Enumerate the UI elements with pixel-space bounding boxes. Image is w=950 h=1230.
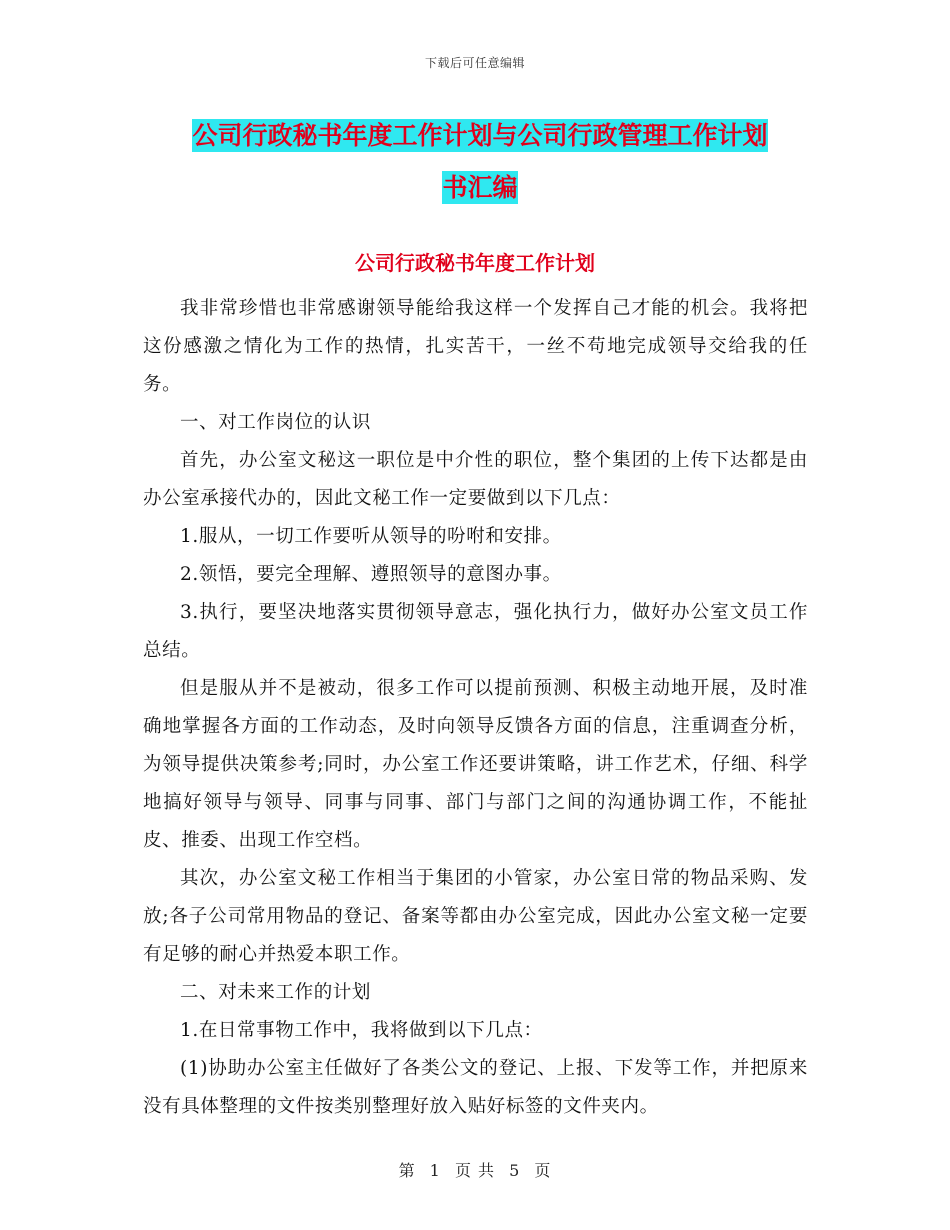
- paragraph: 我非常珍惜也非常感谢领导能给我这样一个发挥自己才能的机会。我将把这份感激之情化为工作的热情，扎实苦干，一丝不苟地完成领导交给我的任务。: [143, 298, 808, 395]
- document-body: [143, 290, 808, 1126]
- section-title: 公司行政秘书年度工作计划: [355, 251, 595, 275]
- paragraph: 1.服从，一切工作要听从领导的吩咐和安排。: [180, 526, 562, 547]
- page-footer: [0, 1158, 950, 1181]
- paragraph: 二、对未来工作的计划: [180, 982, 372, 1003]
- paragraph: 但是服从并不是被动，很多工作可以提前预测、积极主动地开展，及时准确地掌握各方面的工作动态，及时向领导反馈各方面的信息，注重调查分析，为领导提供决策参考;同时，办公室工作还要讲策略，讲工作艺术，仔细、科学地搞好领导与领导、同事与同事、部门与部门之间的沟通协调工作，不能扯皮、推委、出现工作空档。: [143, 678, 808, 851]
- page-header-note: 下载后可任意编辑: [424, 56, 525, 70]
- document-title-line-2: 书汇编: [442, 173, 518, 202]
- page-label-suffix: 页: [534, 1161, 552, 1180]
- paragraph: 一、对工作岗位的认识: [180, 412, 372, 433]
- document-title-line-1: 公司行政秘书年度工作计划与公司行政管理工作计划: [192, 121, 768, 150]
- paragraph: 2.领悟，要完全理解、遵照领导的意图办事。: [180, 564, 562, 585]
- page-total: 5: [509, 1161, 521, 1180]
- document-title: [140, 110, 820, 214]
- paragraph: 首先，办公室文秘这一职位是中介性的职位，整个集团的上传下达都是由办公室承接代办的，因此文秘工作一定要做到以下几点：: [143, 450, 808, 509]
- page-number: 1: [429, 1161, 441, 1180]
- page-label-prefix: 第: [398, 1161, 416, 1180]
- page-label-mid: 页 共: [454, 1161, 496, 1180]
- paragraph: (1)协助办公室主任做好了各类公文的登记、上报、下发等工作，并把原来没有具体整理的文件按类别整理好放入贴好标签的文件夹内。: [143, 1058, 808, 1117]
- paragraph: 其次，办公室文秘工作相当于集团的小管家，办公室日常的物品采购、发放;各子公司常用物品的登记、备案等都由办公室完成，因此办公室文秘一定要有足够的耐心并热爱本职工作。: [143, 868, 808, 965]
- paragraph: 3.执行，要坚决地落实贯彻领导意志，强化执行力，做好办公室文员工作总结。: [143, 602, 808, 661]
- paragraph: 1.在日常事物工作中，我将做到以下几点：: [180, 1020, 543, 1041]
